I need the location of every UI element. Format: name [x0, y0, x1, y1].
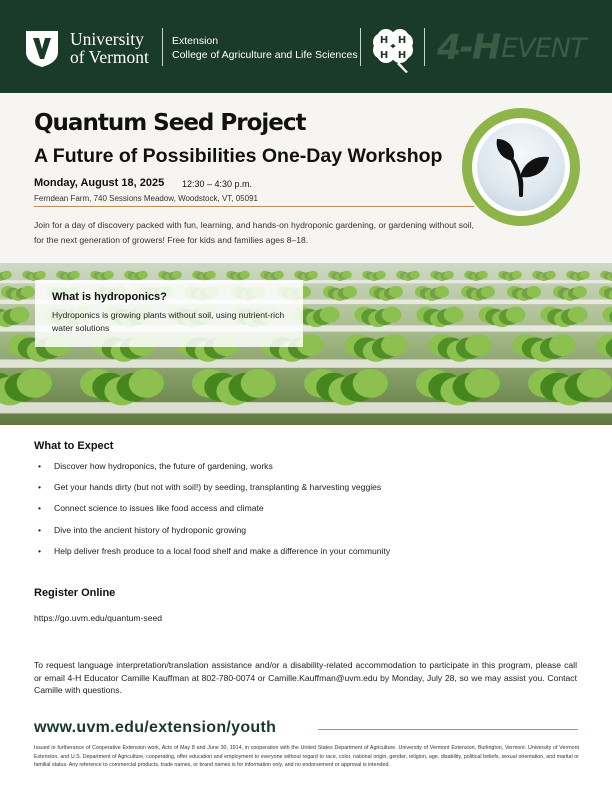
event-mark	[437, 28, 585, 68]
svg-text:H: H	[397, 35, 407, 46]
event-title: Quantum Seed Project	[34, 110, 306, 136]
hydroponics-title: What is hydroponics?	[52, 291, 167, 303]
event-mark-bold: 4-H	[437, 28, 500, 68]
header-divider	[424, 28, 425, 66]
register-link[interactable]: https://go.uvm.edu/quantum-seed	[34, 613, 163, 623]
extension-line1: Extension	[172, 35, 219, 47]
event-location: Ferndean Farm, 740 Sessions Meadow, Woodstock, VT, 05091	[34, 194, 258, 203]
four-h-clover-icon	[368, 24, 418, 74]
website-link[interactable]: www.uvm.edu/extension/youth	[34, 719, 277, 736]
header-bar	[0, 0, 612, 93]
header-divider	[360, 28, 361, 66]
event-intro: Join for a day of discovery packed with fun, learning, and hands-on hydroponic gardening, or gardening without soil, for the next generation of growers! Free for kids and families ages 8–18.	[34, 220, 474, 245]
list-item-text: Dive into the ancient history of hydroponic growing	[54, 524, 247, 535]
seedling-badge	[462, 108, 580, 226]
header-divider	[162, 28, 163, 66]
event-subtitle: A Future of Possibilities One-Day Workshop	[34, 145, 443, 167]
list-item	[34, 525, 390, 546]
svg-text:H: H	[379, 50, 389, 61]
accommodation-notice: To request language interpretation/translation assistance and/or a disability-related accommodation to participate in this program, please call or email 4-H Educator Camille Kauffman at 802-780-0074 or Camille.Kauffman@uvm.edu by Monday, July 28, so we may assist you. Contact Camille with questions.	[34, 660, 577, 695]
university-wordmark	[70, 30, 149, 66]
list-item	[34, 482, 390, 503]
footer-rule	[318, 729, 578, 730]
seedling-icon	[477, 123, 565, 211]
bullet-icon: •	[38, 503, 42, 514]
list-item-text: Discover how hydroponics, the future of gardening, works	[54, 461, 273, 471]
svg-text:H: H	[397, 50, 407, 61]
event-mark-thin: EVENT	[501, 32, 586, 64]
event-time: 12:30 – 4:30 p.m.	[182, 179, 253, 189]
divider-rule	[34, 206, 474, 207]
list-item	[34, 546, 390, 567]
hydroponics-text: Hydroponics is growing plants without soil, using nutrient-rich water solutions	[52, 310, 285, 333]
list-item	[34, 503, 390, 524]
bullet-icon: •	[38, 461, 42, 471]
uvm-shield-icon	[25, 30, 59, 68]
svg-text:H: H	[379, 35, 389, 46]
extension-label	[172, 34, 358, 62]
list-item-text: Get your hands dirty (but not with soil!) by seeding, transplanting & harvesting veggies	[54, 482, 382, 493]
disclaimer-text: Issued in furtherance of Cooperative Extension work, Acts of May 8 and June 30, 1914, in cooperation with the United States Department of Agriculture. University of Vermont Extension, Burlington, Vermont. University of Vermont Extension, and U.S. Department of Agriculture, cooperating, offer education and employment to everyone without regard to race, color, national origin, gender, religion, age, disability, political beliefs, sexual orientation, and marital or familial status. Any reference to commercial products, trade names, or brand names is for information only, and no endorsement or approval is intended.	[34, 745, 579, 769]
extension-line2: College of Agriculture and Life Sciences	[172, 49, 358, 61]
register-heading: Register Online	[34, 587, 116, 599]
bullet-icon: •	[38, 482, 42, 493]
bullet-icon: •	[38, 545, 42, 556]
university-line1: University	[70, 29, 144, 49]
bullet-icon: •	[38, 524, 42, 535]
list-item	[34, 461, 390, 482]
event-date: Monday, August 18, 2025	[34, 177, 165, 189]
expect-heading: What to Expect	[34, 440, 114, 452]
list-item-text: Connect science to issues like food access and climate	[54, 503, 264, 514]
list-item-text: Help deliver fresh produce to a local food shelf and make a difference in your community	[54, 545, 391, 556]
expect-list	[34, 461, 390, 567]
university-line2: of Vermont	[70, 47, 149, 67]
